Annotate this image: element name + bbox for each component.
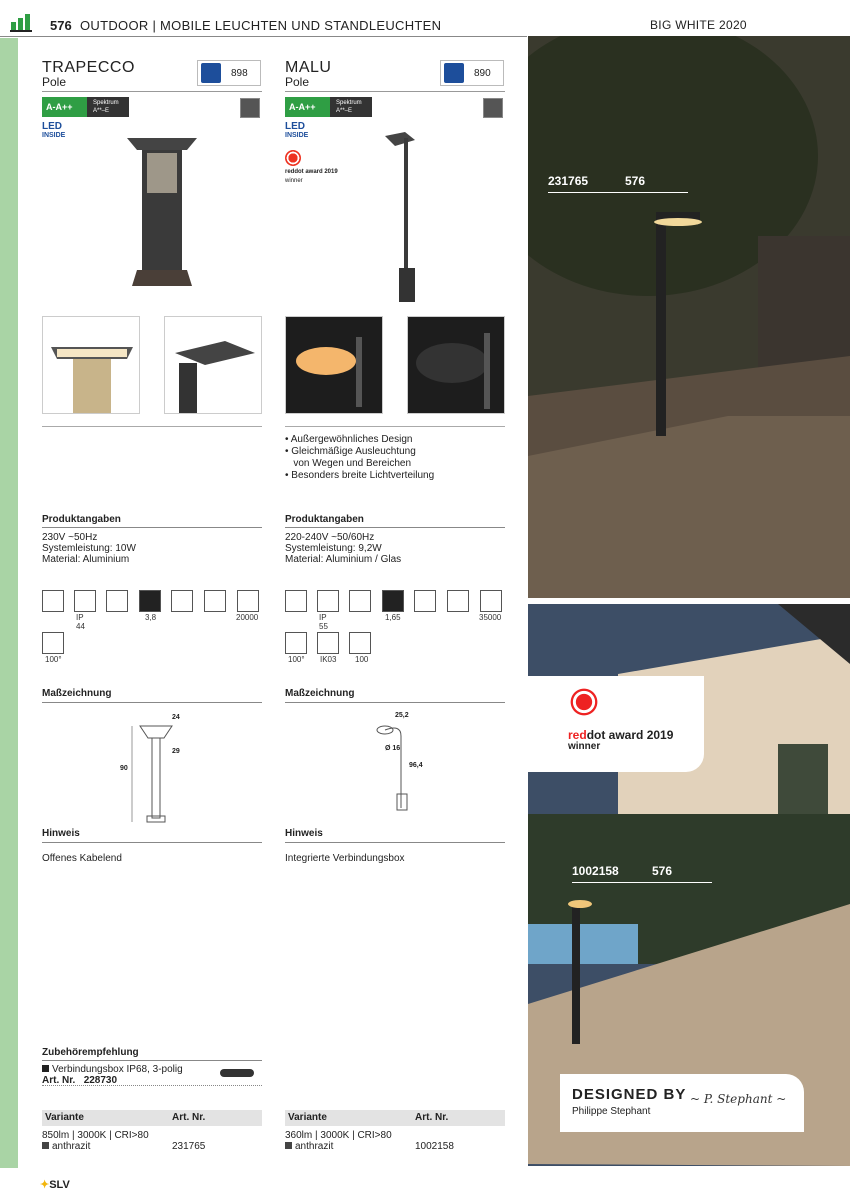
color-square: [285, 1142, 292, 1149]
page-reference[interactable]: [197, 60, 261, 86]
weight-icon: [139, 590, 161, 612]
product-image-trapecco: [122, 128, 202, 308]
detail-photo-1: [42, 316, 140, 414]
variant-row[interactable]: [42, 1130, 262, 1152]
dim-height: 90: [120, 765, 128, 772]
beam-angle-icon: [414, 590, 436, 612]
energy-label: [285, 97, 371, 117]
people-icon: [201, 63, 221, 83]
photo-label-rule: [572, 882, 712, 883]
feature-item: von Wegen und Bereichen: [293, 458, 412, 469]
reddot-small-text: reddot award 2019: [285, 169, 338, 175]
accessory-art-number: 228730: [83, 1075, 118, 1086]
energy-class: A-A++: [285, 97, 330, 117]
award-brand-rest: dot award 2019: [586, 728, 674, 742]
energy-spectrum-label: Spektrum: [93, 100, 119, 106]
ambient-photo-trapecco: [528, 36, 850, 598]
variant-spec: 360lm | 3000K | CRI>80: [285, 1130, 392, 1141]
lifetime-label: 35000: [479, 613, 502, 622]
drawing-heading: Maßzeichnung: [285, 688, 355, 699]
led-inside-icon: [285, 121, 309, 140]
color-swatch-anthracite: [483, 98, 503, 118]
designer-name: Philippe Stephant: [572, 1106, 651, 1117]
spec-voltage: 220-240V ~50/60Hz: [285, 532, 375, 543]
accessory-art-label: Art. Nr.: [42, 1075, 76, 1086]
spec-power: Systemleistung: 10W: [42, 543, 136, 554]
detail-photo-2: [407, 316, 505, 414]
page-header: [0, 0, 850, 38]
drawing-heading: Maßzeichnung: [42, 688, 112, 699]
photo-art-number: 231765: [548, 174, 589, 188]
ip-rating-label: IP 44: [76, 613, 85, 631]
hint-heading: Hinweis: [285, 828, 323, 839]
product-image-malu: [375, 128, 455, 308]
light-distribution-icon: [285, 632, 307, 654]
led-text: LED: [285, 121, 305, 132]
energy-class: A-A++: [42, 97, 87, 117]
spec-rule: [42, 527, 262, 528]
photo-page-ref: 576: [625, 174, 646, 188]
award-title: [568, 728, 673, 742]
title-rule: [285, 91, 505, 92]
spec-rule: [285, 527, 505, 528]
spec-material: Material: Aluminium / Glas: [285, 554, 402, 565]
spec-power: Systemleistung: 9,2W: [285, 543, 382, 554]
impact-rating-label: IK03: [320, 655, 337, 664]
lifetime-icon: [237, 590, 259, 612]
variant-header: Variante: [45, 1112, 84, 1123]
photo-page-ref: 576: [652, 864, 673, 878]
dim-height: 96,4: [409, 762, 423, 769]
color-swatch-anthracite: [240, 98, 260, 118]
variant-spec: 850lm | 3000K | CRI>80: [42, 1130, 149, 1141]
bullet-square: [42, 1065, 49, 1072]
variant-art-number: 1002158: [415, 1141, 454, 1152]
light-distribution-icon: [42, 632, 64, 654]
variant-table-header: [285, 1110, 505, 1126]
feature-item: • Besonders breite Lichtverteilung: [285, 470, 434, 482]
protection-class-icon: [285, 590, 307, 612]
slv-logo: ✦SLV: [40, 1179, 70, 1191]
dim-depth: 29: [172, 748, 180, 755]
accessory-heading: Zubehörempfehlung: [42, 1047, 139, 1058]
accessory-dotted-rule: [42, 1085, 262, 1086]
color-square: [42, 1142, 49, 1149]
dim-diameter: Ø 16: [385, 745, 401, 752]
hint-rule: [42, 842, 262, 843]
spec-list: [42, 532, 136, 565]
lamp-category-icon: [10, 12, 32, 32]
spec-heading: Produktangaben: [42, 514, 121, 525]
page-reference-number: 890: [474, 68, 491, 79]
award-winner: winner: [568, 741, 601, 752]
min-distance-label: 100: [355, 655, 369, 664]
reddot-award-badge-small: [285, 150, 338, 184]
hint-heading: Hinweis: [42, 828, 80, 839]
light-distribution-label: 100°: [288, 655, 305, 664]
reddot-icon: [285, 150, 301, 166]
junction-box-image: [218, 1066, 258, 1080]
weight-label: 3,8: [145, 613, 157, 622]
variant-color: anthrazit: [295, 1141, 334, 1152]
lifetime-icon: [480, 590, 502, 612]
energy-spectrum-range: A**–E: [336, 108, 353, 114]
hint-text: Integrierte Verbindungsbox: [285, 853, 405, 864]
energy-label: [42, 97, 128, 117]
variant-table-header: [42, 1110, 262, 1126]
reddot-small-winner: winner: [285, 178, 303, 184]
people-icon: [444, 63, 464, 83]
drawing-rule: [285, 702, 505, 703]
variant-row[interactable]: [285, 1130, 505, 1152]
dimension-drawing: [122, 710, 212, 830]
led-exchange-icon: [204, 590, 226, 612]
lifetime-label: 20000: [236, 613, 259, 622]
hint-rule: [285, 842, 505, 843]
page-reference-number: 898: [231, 68, 248, 79]
accessory-item[interactable]: [42, 1064, 183, 1086]
detail-photo-1: [285, 316, 383, 414]
variant-color: anthrazit: [52, 1141, 91, 1152]
photo-art-number: 1002158: [572, 864, 619, 878]
ip-rating-icon: [74, 590, 96, 612]
product-type: Pole: [285, 75, 310, 89]
dim-width: 25,2: [395, 712, 409, 719]
feature-list: [285, 434, 434, 482]
designer-badge: [560, 1074, 804, 1132]
led-text: LED: [42, 121, 62, 132]
min-distance-icon: [349, 632, 371, 654]
variant-art-number: 231765: [172, 1141, 206, 1152]
dimension-drawing: [365, 710, 455, 830]
dim-width: 24: [172, 714, 180, 721]
section-title: OUTDOOR | MOBILE LEUCHTEN UND STANDLEUCHTEN: [80, 18, 442, 33]
page-reference[interactable]: [440, 60, 504, 86]
mounting-icon: [349, 590, 371, 612]
variant-header: Variante: [288, 1112, 327, 1123]
led-sub: INSIDE: [42, 132, 66, 139]
weight-label: 1,65: [385, 613, 401, 622]
no-led-exchange-icon: [447, 590, 469, 612]
designer-signature: ~ P. Stephant ~: [690, 1092, 787, 1106]
product-type: Pole: [42, 75, 67, 89]
spec-voltage: 230V ~50Hz: [42, 532, 98, 543]
mounting-icon: [106, 590, 128, 612]
energy-spectrum: [87, 97, 129, 117]
award-brand-red: red: [568, 728, 587, 742]
beam-angle-icon: [171, 590, 193, 612]
art-header: Art. Nr.: [172, 1112, 206, 1123]
feature-item: • Außergewöhnliches Design: [285, 434, 434, 446]
accessory-name: Verbindungsbox IP68, 3-polig: [52, 1064, 183, 1075]
slv-logo-text: SLV: [49, 1179, 70, 1191]
feature-item: • Gleichmäßige Ausleuchtung: [285, 446, 434, 458]
photo-label-rule: [548, 192, 688, 193]
detail-photo-2: [164, 316, 262, 414]
spec-list: [285, 532, 401, 565]
product-name: MALU: [285, 59, 332, 76]
page-number: 576: [50, 18, 72, 33]
header-rule: [0, 36, 527, 37]
energy-spectrum: [330, 97, 372, 117]
energy-spectrum-range: A**–E: [93, 108, 110, 114]
ip-rating-icon: [317, 590, 339, 612]
hint-text: Offenes Kabelend: [42, 853, 122, 864]
protection-class-icon: [42, 590, 64, 612]
designed-by-label: DESIGNED BY: [572, 1086, 687, 1103]
art-header: Art. Nr.: [415, 1112, 449, 1123]
side-color-strip: [0, 38, 18, 1168]
energy-spectrum-label: Spektrum: [336, 100, 362, 106]
section-rule: [42, 426, 262, 427]
catalog-name: BIG WHITE 2020: [650, 18, 747, 32]
drawing-rule: [42, 702, 262, 703]
ip-rating-label: IP 55: [319, 613, 328, 631]
title-rule: [42, 91, 262, 92]
led-sub: INSIDE: [285, 132, 309, 139]
spec-material: Material: Aluminium: [42, 554, 130, 565]
product-name: TRAPECCO: [42, 59, 135, 76]
impact-rating-icon: [317, 632, 339, 654]
reddot-logo-icon: [568, 686, 600, 718]
reddot-award-badge: [528, 676, 704, 772]
weight-icon: [382, 590, 404, 612]
led-inside-icon: [42, 121, 66, 140]
light-distribution-label: 100°: [45, 655, 62, 664]
section-rule: [285, 426, 505, 427]
accessory-rule: [42, 1060, 262, 1061]
spec-heading: Produktangaben: [285, 514, 364, 525]
